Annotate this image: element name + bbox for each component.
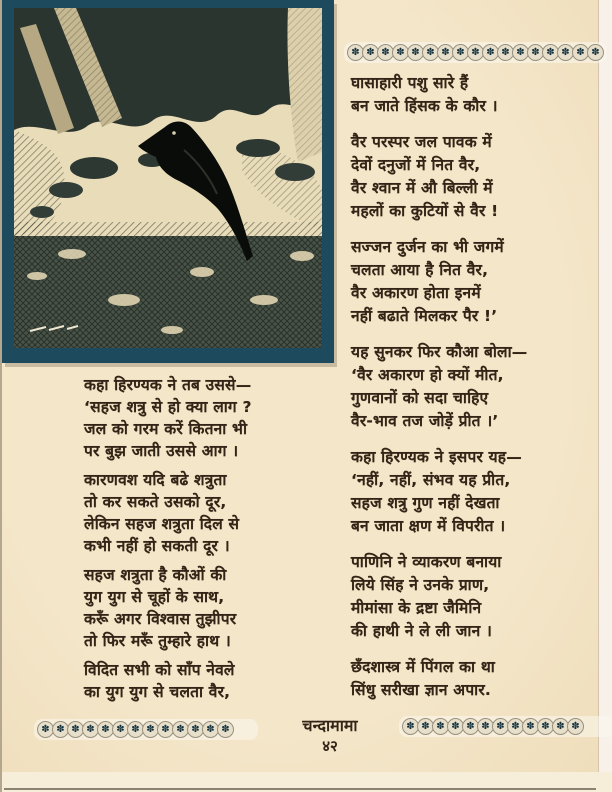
- rosette-ornament-icon: ✽: [172, 721, 189, 738]
- poem-line: चलता आया है नित वैर,: [351, 261, 489, 279]
- rosette-ornament-icon: ✽: [477, 718, 494, 735]
- poem-line: लेकिन सहज शत्रुता दिल से: [84, 515, 240, 533]
- poem-stanza: [351, 341, 607, 433]
- poem-line: वैर अकारण होता इनमें: [351, 284, 481, 302]
- poem-line: सहज शत्रु गुण नहीं देखता: [351, 494, 500, 512]
- poem-column-right: [351, 72, 607, 715]
- rosette-ornament-icon: ✽: [417, 718, 434, 735]
- rosette-ornament-icon: ✽: [462, 718, 479, 735]
- rosette-ornament-icon: ✽: [37, 721, 54, 738]
- poem-line: घासाहारी पशु सारे हैं: [351, 74, 469, 92]
- poem-line: विदित सभी को साँप नेवले: [84, 661, 235, 679]
- poem-stanza: [351, 131, 607, 223]
- rosette-ornament-icon: ✽: [512, 44, 529, 61]
- rosette-ornament-icon: ✽: [377, 44, 394, 61]
- rosette-ornament-icon: ✽: [567, 718, 584, 735]
- poem-stanza: [84, 659, 346, 703]
- rosette-ornament-icon: ✽: [217, 721, 234, 738]
- poem-stanza: [351, 72, 607, 118]
- poem-line: ‘वैर अकारण हो क्यों मीत,: [351, 366, 504, 384]
- rosette-ornament-icon: ✽: [362, 44, 379, 61]
- poem-line: गुणवानों को सदा चाहिए: [351, 389, 489, 407]
- rosette-ornament-icon: ✽: [392, 44, 409, 61]
- rosette-ornament-icon: ✽: [422, 44, 439, 61]
- ornament-strip-top: [344, 42, 606, 63]
- rosette-ornament-icon: ✽: [557, 44, 574, 61]
- poem-line: कहा हिरण्यक ने तब उससे—: [84, 376, 252, 394]
- rosette-ornament-icon: ✽: [572, 44, 589, 61]
- poem-line: की हाथी ने ले ली जान ।: [351, 622, 493, 640]
- poem-line: पाणिनि ने व्याकरण बनाया: [351, 553, 502, 571]
- rosette-ornament-icon: ✽: [142, 721, 159, 738]
- page-number: ४२: [322, 737, 338, 755]
- rosette-ornament-icon: ✽: [157, 721, 174, 738]
- poem-line: सहज शत्रुता है कौओं की: [84, 566, 227, 584]
- poem-stanza: [351, 656, 607, 702]
- rosette-ornament-icon: ✽: [537, 718, 554, 735]
- poem-line: सिंधु सरीखा ज्ञान अपार.: [351, 681, 491, 699]
- rosette-ornament-icon: ✽: [187, 721, 204, 738]
- rosette-ornament-icon: ✽: [587, 44, 604, 61]
- poem-line: महलों का कुटियों से वैर !: [351, 202, 499, 220]
- rosette-ornament-icon: ✽: [507, 718, 524, 735]
- poem-line: तो कर सकते उसको दूर,: [84, 493, 227, 511]
- rosette-ornament-icon: ✽: [452, 44, 469, 61]
- rosette-ornament-icon: ✽: [402, 718, 419, 735]
- rosette-ornament-icon: ✽: [432, 718, 449, 735]
- rosette-ornament-icon: ✽: [202, 721, 219, 738]
- rosette-ornament-icon: ✽: [127, 721, 144, 738]
- rosette-ornament-icon: ✽: [407, 44, 424, 61]
- rosette-ornament-icon: ✽: [522, 718, 539, 735]
- crow-woodcut-svg: [2, 0, 334, 363]
- poem-line: यह सुनकर फिर कौआ बोला—: [351, 343, 528, 361]
- rosette-ornament-icon: ✽: [97, 721, 114, 738]
- poem-line: कभी नहीं हो सकती दूर ।: [84, 537, 230, 555]
- crow-illustration: [2, 0, 334, 363]
- poem-line: तो फिर मरूँ तुम्हारे हाथ ।: [84, 632, 231, 650]
- poem-line: मीमांसा के द्रष्टा जैमिनि: [351, 599, 482, 617]
- poem-line: जल को गरम करें कितना भी: [84, 420, 248, 438]
- ornament-strip-bottom-right: [399, 716, 612, 737]
- rosette-ornament-icon: ✽: [482, 44, 499, 61]
- scan-edge-bottom-line: [4, 788, 596, 790]
- poem-line: युग युग से चूहों के साथ,: [84, 588, 225, 606]
- rosette-ornament-icon: ✽: [467, 44, 484, 61]
- poem-line: वैर-भाव तज जोड़ें प्रीत ।’: [351, 412, 499, 430]
- poem-line: बन जाते हिंसक के कौर ।: [351, 97, 498, 115]
- rosette-ornament-icon: ✽: [552, 718, 569, 735]
- poem-line: बन जाता क्षण में विपरीत ।: [351, 517, 506, 535]
- poem-stanza: [351, 551, 607, 643]
- rosette-ornament-icon: ✽: [497, 44, 514, 61]
- poem-line: देवों दनुजों में नित वैर,: [351, 156, 481, 174]
- rosette-ornament-icon: ✽: [437, 44, 454, 61]
- poem-line: पर बुझ जाती उससे आग ।: [84, 442, 239, 460]
- rosette-ornament-icon: ✽: [67, 721, 84, 738]
- poem-line: वैर श्वान में औ बिल्ली में: [351, 179, 493, 197]
- rosette-ornament-icon: ✽: [492, 718, 509, 735]
- poem-stanza: [84, 374, 346, 462]
- rosette-ornament-icon: ✽: [527, 44, 544, 61]
- poem-line: लिये सिंह ने उनके प्राण,: [351, 576, 490, 594]
- magazine-title: चन्दामामा: [302, 716, 358, 735]
- rosette-ornament-icon: ✽: [447, 718, 464, 735]
- poem-stanza: [351, 446, 607, 538]
- poem-line: कहा हिरण्यक ने इसपर यह—: [351, 448, 522, 466]
- poem-line: छँदशास्त्र में पिंगल का था: [351, 658, 495, 676]
- rosette-ornament-icon: ✽: [52, 721, 69, 738]
- poem-line: करूँ अगर विश्वास तुझीपर: [84, 610, 237, 628]
- poem-line: वैर परस्पर जल पावक में: [351, 133, 492, 151]
- poem-line: का युग युग से चलता वैर,: [84, 683, 231, 701]
- poem-stanza: [84, 564, 346, 652]
- poem-line: ‘सहज शत्रु से हो क्या लाग ?: [84, 398, 252, 416]
- poem-line: नहीं बढाते मिलकर पैर !’: [351, 307, 498, 325]
- rosette-ornament-icon: ✽: [542, 44, 559, 61]
- ornament-strip-bottom-left: [34, 719, 258, 740]
- rosette-ornament-icon: ✽: [82, 721, 99, 738]
- poem-line: कारणवश यदि बढे शत्रुता: [84, 471, 227, 489]
- poem-stanza: [351, 236, 607, 328]
- poem-line: सज्जन दुर्जन का भी जगमें: [351, 238, 504, 256]
- rosette-ornament-icon: ✽: [112, 721, 129, 738]
- poem-stanza: [84, 469, 346, 557]
- poem-line: ‘नहीं, नहीं, संभव यह प्रीत,: [351, 471, 511, 489]
- rosette-ornament-icon: ✽: [347, 44, 364, 61]
- poem-column-left: [84, 374, 346, 710]
